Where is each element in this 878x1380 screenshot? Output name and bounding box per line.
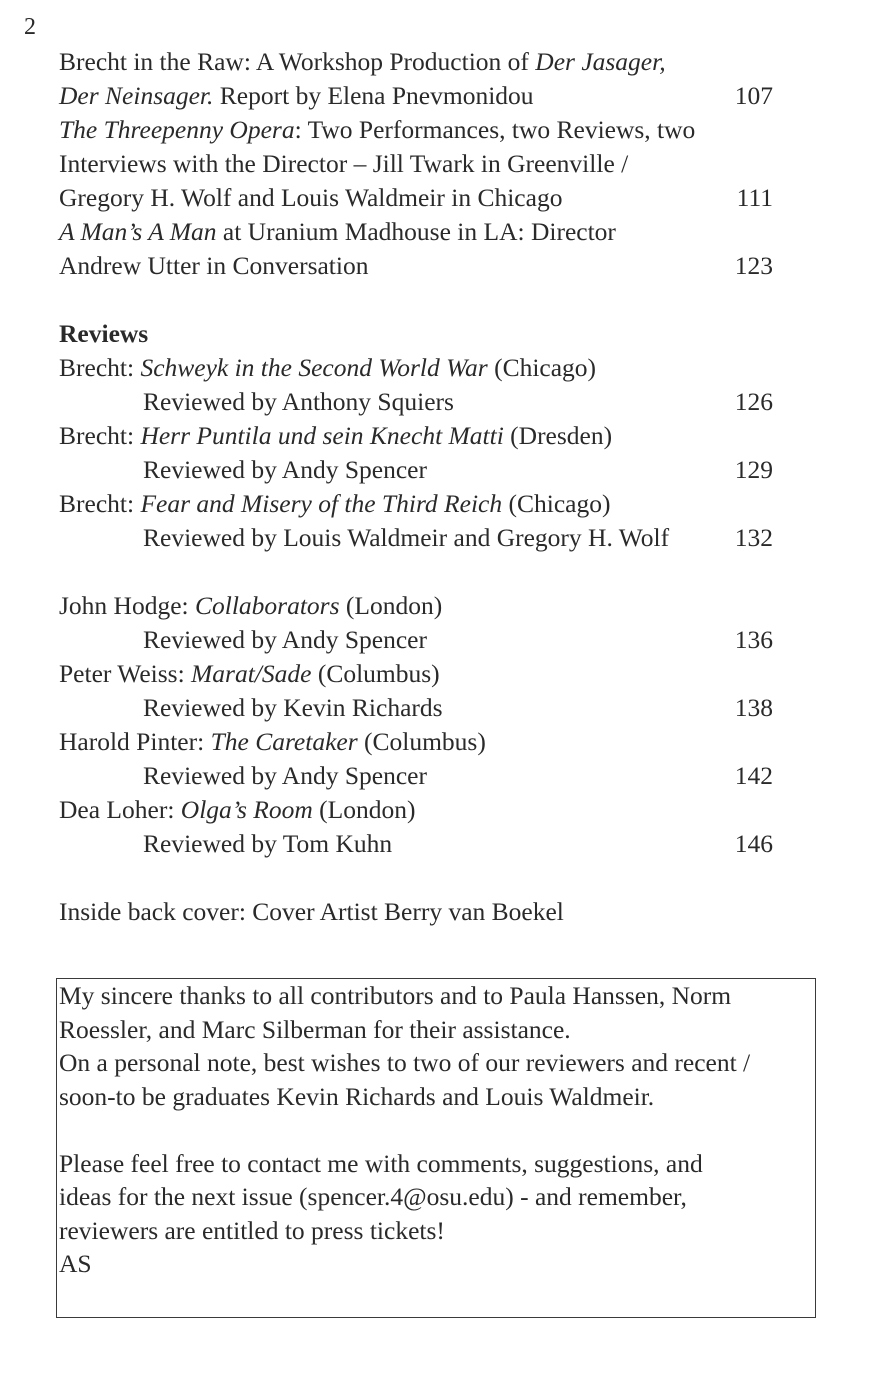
entry-line bbox=[59, 215, 779, 249]
review-author: Brecht: bbox=[59, 421, 141, 450]
note-line: reviewers are entitled to press tickets! bbox=[59, 1215, 445, 1245]
page-ref: 138 bbox=[734, 693, 773, 722]
review-entry bbox=[59, 419, 779, 487]
entry-line bbox=[59, 79, 779, 113]
review-reviewer-line bbox=[59, 691, 779, 725]
review-title-line bbox=[59, 793, 779, 827]
review-title-line bbox=[59, 589, 779, 623]
italic-title: Der Neinsager. bbox=[59, 81, 214, 110]
reviews-heading: Reviews bbox=[59, 319, 149, 348]
articles-section bbox=[59, 45, 779, 283]
page-ref: 146 bbox=[734, 829, 773, 858]
page-ref: 126 bbox=[734, 387, 773, 416]
note-line: soon-to be graduates Kevin Richards and Louis Waldmeir. bbox=[59, 1081, 655, 1111]
italic-title: The Threepenny Opera bbox=[59, 115, 295, 144]
page-ref: 132 bbox=[734, 523, 773, 552]
editor-note-box bbox=[56, 978, 816, 1318]
note-line: Roessler, and Marc Silberman for their assistance. bbox=[59, 1014, 571, 1044]
note-line bbox=[59, 1113, 815, 1147]
inside-back-cover: Inside back cover: Cover Artist Berry van Boekel bbox=[59, 897, 564, 926]
review-author: John Hodge: bbox=[59, 591, 195, 620]
review-play-title: Marat/Sade bbox=[191, 659, 312, 688]
reviewer-name: Reviewed by Andy Spencer bbox=[143, 761, 427, 790]
review-reviewer-line bbox=[59, 453, 779, 487]
reviewer-name: Reviewed by Louis Waldmeir and Gregory H. Wolf bbox=[143, 523, 670, 552]
review-venue: (Columbus) bbox=[311, 659, 440, 688]
note-line: ideas for the next issue (spencer.4@osu.edu) - and remember, bbox=[59, 1182, 687, 1211]
table-of-contents bbox=[59, 45, 779, 929]
review-play-title: Schweyk in the Second World War bbox=[140, 353, 488, 382]
reviewer-name: Reviewed by Andy Spencer bbox=[143, 625, 427, 654]
article-entry bbox=[59, 45, 779, 113]
entry-text: Brecht in the Raw: A Workshop Production of bbox=[59, 47, 536, 76]
page-ref: 136 bbox=[734, 625, 773, 654]
entry-line bbox=[59, 181, 779, 215]
review-play-title: Olga’s Room bbox=[180, 795, 313, 824]
review-entry bbox=[59, 657, 779, 725]
review-play-title: Fear and Misery of the Third Reich bbox=[140, 489, 503, 518]
article-entry bbox=[59, 215, 779, 283]
review-author: Dea Loher: bbox=[59, 795, 181, 824]
review-play-title: Collaborators bbox=[195, 591, 340, 620]
review-title-line bbox=[59, 657, 779, 691]
italic-title: Der Jasager, bbox=[535, 47, 666, 76]
italic-title: A Man’s A Man bbox=[59, 217, 217, 246]
review-venue: (London) bbox=[339, 591, 443, 620]
review-reviewer-line bbox=[59, 623, 779, 657]
review-venue: (Chicago) bbox=[487, 353, 597, 382]
page-number: 2 bbox=[24, 14, 36, 40]
review-author: Brecht: bbox=[59, 353, 141, 382]
article-entry bbox=[59, 113, 779, 215]
review-title-line bbox=[59, 487, 779, 521]
entry-line bbox=[59, 249, 779, 283]
reviews-group-other bbox=[59, 589, 779, 861]
review-entry bbox=[59, 725, 779, 793]
entry-text: Gregory H. Wolf and Louis Waldmeir in Chicago bbox=[59, 183, 563, 212]
page-ref: 123 bbox=[734, 251, 773, 280]
entry-line bbox=[59, 113, 779, 147]
review-author: Harold Pinter: bbox=[59, 727, 211, 756]
entry-text: : Two Performances, two Reviews, two bbox=[294, 115, 696, 144]
reviewer-name: Reviewed by Andy Spencer bbox=[143, 455, 427, 484]
page-ref: 129 bbox=[734, 455, 773, 484]
entry-text: Interviews with the Director – Jill Twark in Greenville / bbox=[59, 149, 629, 178]
reviews-group-brecht bbox=[59, 351, 779, 555]
review-venue: (Dresden) bbox=[503, 421, 613, 450]
review-title-line bbox=[59, 725, 779, 759]
review-reviewer-line bbox=[59, 521, 779, 555]
review-play-title: Herr Puntila und sein Knecht Matti bbox=[140, 421, 504, 450]
review-venue: (Columbus) bbox=[357, 727, 486, 756]
reviewer-name: Reviewed by Anthony Squiers bbox=[143, 387, 454, 416]
editor-note-text bbox=[57, 979, 815, 1281]
review-entry bbox=[59, 351, 779, 419]
reviewer-name: Reviewed by Kevin Richards bbox=[143, 693, 443, 722]
reviewer-name: Reviewed by Tom Kuhn bbox=[143, 829, 393, 858]
review-venue: (London) bbox=[312, 795, 416, 824]
review-entry bbox=[59, 487, 779, 555]
note-line: On a personal note, best wishes to two of our reviewers and recent / bbox=[59, 1048, 751, 1077]
entry-text: at Uranium Madhouse in LA: Director bbox=[216, 217, 616, 246]
review-entry bbox=[59, 589, 779, 657]
review-author: Brecht: bbox=[59, 489, 141, 518]
review-title-line bbox=[59, 351, 779, 385]
review-reviewer-line bbox=[59, 759, 779, 793]
page-ref: 142 bbox=[734, 761, 773, 790]
page-ref: 107 bbox=[734, 81, 773, 110]
review-play-title: The Caretaker bbox=[210, 727, 358, 756]
entry-line bbox=[59, 45, 779, 79]
review-reviewer-line bbox=[59, 827, 779, 861]
page-ref: 111 bbox=[736, 183, 773, 212]
review-reviewer-line bbox=[59, 385, 779, 419]
review-title-line bbox=[59, 419, 779, 453]
note-line: AS bbox=[59, 1249, 92, 1278]
entry-line bbox=[59, 147, 779, 181]
review-entry bbox=[59, 793, 779, 861]
note-line: Please feel free to contact me with comments, suggestions, and bbox=[59, 1148, 703, 1178]
entry-text: Andrew Utter in Conversation bbox=[59, 251, 369, 280]
note-line: My sincere thanks to all contributors and to Paula Hanssen, Norm bbox=[59, 981, 732, 1010]
review-author: Peter Weiss: bbox=[59, 659, 192, 688]
review-venue: (Chicago) bbox=[502, 489, 611, 518]
entry-text: Report by Elena Pnevmonidou bbox=[213, 81, 534, 110]
